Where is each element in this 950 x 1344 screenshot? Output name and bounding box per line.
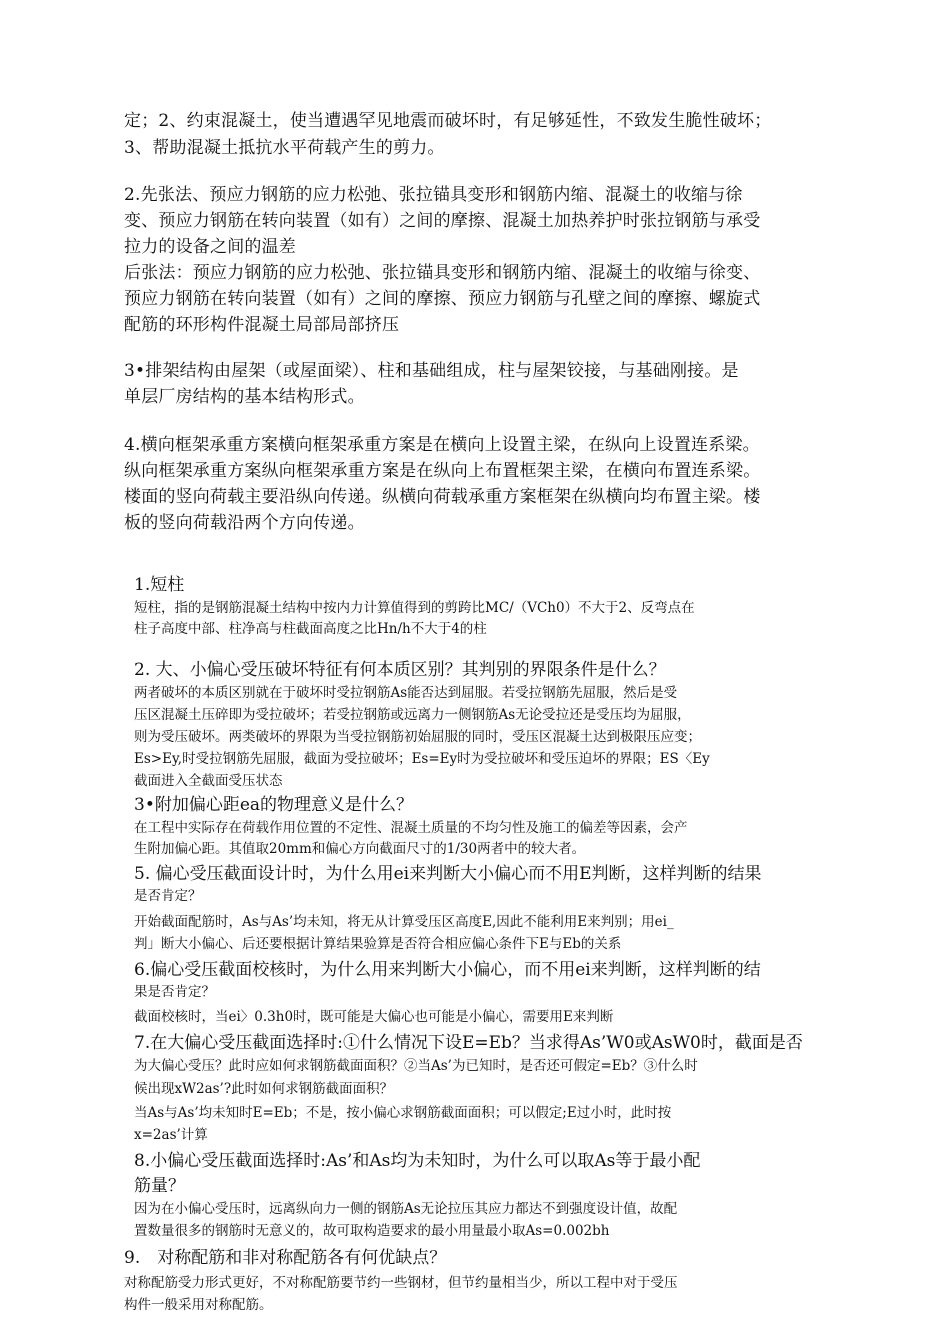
para-4-line-2: 纵向框架承重方案纵向框架承重方案是在纵向上布置框架主梁，在横向布置连系梁。 <box>124 461 761 481</box>
question-7-heading-line-1: 7.在大偏心受压截面选择时:①什么情况下设E=Eb？当求得As’W0或AsW0时，截面是否 <box>134 1033 803 1053</box>
answer-1-line-1: 短柱，指的是钢筋混凝土结构中按内力计算值得到的剪跨比MC/（VCh0）不大于2、反弯点在 <box>134 600 695 616</box>
answer-9-line-2: 构件一般采用对称配筋。 <box>124 1297 273 1313</box>
answer-1-line-2: 柱子高度中部、柱净高与柱截面高度之比Hn/h不大于4的柱 <box>134 621 487 637</box>
answer-3-line-1: 在工程中实际存在荷载作用位置的不定性、混凝土质量的不均匀性及施工的偏差等因素，会产 <box>134 820 688 836</box>
answer-2-line-3: 则为受压破坏。两类破坏的界限为当受拉钢筋初始屈服的同时，受压区混凝土达到极限压应变； <box>134 729 701 745</box>
para-2-line-5: 预应力钢筋在转向装置（如有）之间的摩擦、预应力钢筋与孔壁之间的摩擦、螺旋式 <box>124 289 761 309</box>
question-6-heading-line-2: 果是否肯定？ <box>134 984 215 1000</box>
answer-2-line-4: Es>Ey,时受拉钢筋先屈服，截面为受拉破坏；Es=Ey时为受拉破坏和受压迫坏的界限；ES〈Ey <box>134 751 710 767</box>
para-1-line-2: 3、帮助混凝土抵抗水平荷载产生的剪力。 <box>124 138 445 158</box>
question-2-heading: 2. 大、小偏心受压破坏特征有何本质区别？其判别的界限条件是什么？ <box>134 660 666 680</box>
para-2-line-4: 后张法：预应力钢筋的应力松弛、张拉锚具变形和钢筋内缩、混凝土的收缩与徐变、 <box>124 263 761 283</box>
question-7-heading-line-2: 为大偏心受压？此时应如何求钢筋截面面积？②当As’为已知时，是否还可假定=Eb？③什么时 <box>134 1058 698 1074</box>
answer-7-line-2: x=2as’计算 <box>134 1127 208 1143</box>
answer-5-line-2: 判」断大小偏心、后还要根据计算结果验算是否符合相应偏心条件下E与Eb的关系 <box>134 936 622 952</box>
question-9-heading: 9. 对称配筋和非对称配筋各有何优缺点？ <box>124 1248 447 1268</box>
para-2-line-2: 变、预应力钢筋在转向装置（如有）之间的摩擦、混凝土加热养护时张拉钢筋与承受 <box>124 211 761 231</box>
answer-8-line-1: 因为在小偏心受压时，远离纵向力一侧的钢筋As无论拉压其应力都达不到强度设计值，故配 <box>134 1201 678 1217</box>
answer-9-line-1: 对称配筋受力形式更好，不对称配筋要节约一些钢材，但节约量相当少，所以工程中对于受压 <box>124 1275 678 1291</box>
para-2-line-3: 拉力的设备之间的温差 <box>124 237 296 257</box>
question-6-heading-line-1: 6.偏心受压截面校核时，为什么用来判断大小偏心，而不用ei来判断，这样判断的结 <box>134 960 761 980</box>
para-4-line-4: 板的竖向荷载沿两个方向传递。 <box>124 513 365 533</box>
question-5-heading-line-1: 5. 偏心受压截面设计时，为什么用ei来判断大小偏心而不用E判断，这样判断的结果 <box>134 864 762 884</box>
question-3-heading: 3•附加偏心距ea的物理意义是什么？ <box>134 795 414 815</box>
answer-3-line-2: 生附加偏心距。其值取20mm和偏心方向截面尺寸的1/30两者中的较大者。 <box>134 841 586 857</box>
para-1-line-1: 定；2、约束混凝土，使当遭遇罕见地震而破坏时，有足够延性，不致发生脆性破坏； <box>124 111 772 131</box>
answer-2-line-5: 截面进入全截面受压状态 <box>134 773 283 789</box>
question-5-heading-line-2: 是否肯定？ <box>134 888 202 904</box>
answer-5-line-1: 开始截面配筋时，As与As’均未知，将无从计算受压区高度E,因此不能利用E来判别；用ei_ <box>134 914 674 930</box>
answer-2-line-2: 压区混凝土压碎即为受拉破坏；若受拉钢筋或远离力一侧钢筋As无论受拉还是受压均为屈服， <box>134 707 691 723</box>
answer-8-line-2: 置数量很多的钢筋时无意义的，故可取构造要求的最小用量最小取As=0.002bh <box>134 1223 610 1239</box>
question-1-heading: 1.短柱 <box>134 575 185 595</box>
question-8-heading-line-2: 筋量？ <box>134 1176 185 1196</box>
para-4-line-3: 楼面的竖向荷载主要沿纵向传递。纵横向荷载承重方案框架在纵横向均布置主梁。楼 <box>124 487 761 507</box>
answer-6-line-1: 截面校核时，当ei〉0.3h0时，既可能是大偏心也可能是小偏心，需要用E来判断 <box>134 1009 614 1025</box>
answer-2-line-1: 两者破坏的本质区别就在于破坏时受拉钢筋As能否达到屈服。若受拉钢筋先屈服，然后是受 <box>134 685 678 701</box>
para-4-line-1: 4.横向框架承重方案横向框架承重方案是在横向上设置主梁，在纵向上设置连系梁。 <box>124 435 760 455</box>
para-3-line-2: 单层厂房结构的基本结构形式。 <box>124 387 365 407</box>
para-2-line-6: 配筋的环形构件混凝土局部局部挤压 <box>124 315 400 335</box>
para-2-line-1: 2.先张法、预应力钢筋的应力松弛、张拉锚具变形和钢筋内缩、混凝土的收缩与徐 <box>124 185 743 205</box>
para-3-line-1: 3•排架结构由屋架（或屋面梁）、柱和基础组成，柱与屋架铰接，与基础刚接。是 <box>124 361 739 381</box>
answer-7-line-1: 当As与As’均未知时E=Eb；不是，按小偏心求钢筋截面面积；可以假定;E过小时，此时按 <box>134 1105 672 1121</box>
question-7-heading-line-3: 候出现xW2as’?此时如何求钢筋截面面积？ <box>134 1081 394 1097</box>
question-8-heading-line-1: 8.小偏心受压截面选择时:As’和As均为未知时，为什么可以取As等于最小配 <box>134 1151 701 1171</box>
